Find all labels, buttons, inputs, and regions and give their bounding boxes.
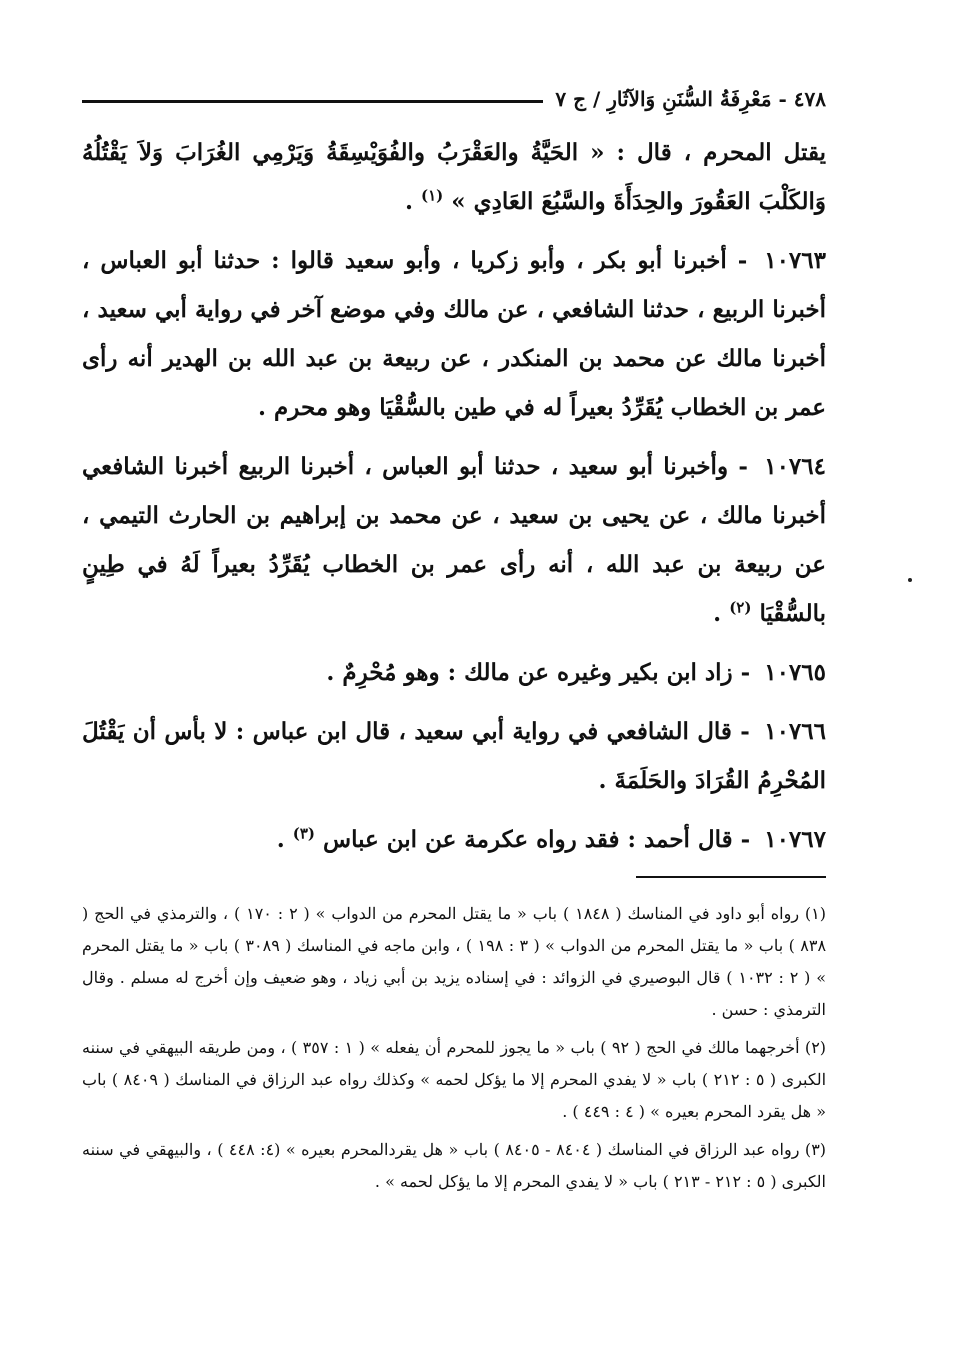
paragraph-10765 bbox=[82, 648, 826, 697]
hadith-number: ١٠٧٦٧ bbox=[764, 826, 826, 853]
paragraph-text: - أخبرنا أبو بكر ، وأبو زكريا ، وأبو سعيد قالوا : حدثنا أبو العباس ، أخبرنا الربيع ، حدثنا الشافعي ، عن مالك وفي موضع آخر في رواية أبي سعيد ، أخبرنا مالك عن محمد بن المنكدر ، عن ربيعة بن عبد الله بن الهدير أنه رأى عمر بن الخطاب يُقَرِّدُ بعيراً له في طين بالسُّقْيَا وهو محرم . bbox=[82, 247, 826, 421]
paragraph-text: - وأخبرنا أبو سعيد ، حدثنا أبو العباس ، أخبرنا الربيع أخبرنا الشافعي أخبرنا مالك ، عن يحيى بن سعيد ، عن محمد بن إبراهيم بن الحارث التيمي ، عن ربيعة بن عبد الله ، أنه رأى عمر بن الخطاب يُقَرِّدُ بعيراً لَهُ في طِينٍ بالسُّقْيَا bbox=[82, 453, 826, 627]
hadith-number: ١٠٧٦٥ bbox=[764, 659, 826, 686]
paragraph-text: - قال الشافعي في رواية أبي سعيد ، قال ابن عباس : لا بأس أن يَقْتُلَ المُحْرِمُ القُرَادَ والحَلَمَةَ . bbox=[82, 718, 826, 794]
paragraph-text: - قال أحمد : فقد رواه عكرمة عن ابن عباس bbox=[315, 826, 759, 853]
footnote-ref: (٢) bbox=[729, 598, 752, 617]
paragraph-end: . bbox=[404, 188, 421, 215]
main-text bbox=[82, 128, 826, 874]
hadith-number: ١٠٧٦٣ bbox=[764, 247, 826, 274]
paragraph-10763 bbox=[82, 236, 826, 432]
stray-mark bbox=[908, 578, 912, 582]
footnote-ref: (٣) bbox=[292, 824, 315, 843]
paragraph-end: . bbox=[276, 826, 293, 853]
hadith-number: ١٠٧٦٤ bbox=[764, 453, 826, 480]
paragraph-end: . bbox=[713, 600, 730, 627]
paragraph-10767 bbox=[82, 815, 826, 864]
footnotes bbox=[82, 898, 826, 1204]
footnote-ref: (١) bbox=[420, 186, 444, 205]
paragraph-text: - زاد ابن بكير وغيره عن مالك : وهو مُحْرِمٌ . bbox=[326, 659, 759, 686]
paragraph-10766 bbox=[82, 707, 826, 805]
footnote-2: (٢) أخرجهما مالك في الحج ( ٩٢ ) باب « ما يجوز للمحرم أن يفعله » ( ١ : ٣٥٧ ) ، ومن طريقه البيهقي في سننه الكبرى ( ٥ : ٢١٢ ) باب « لا يفدي المحرم إلا ما يؤكل لحمه » وكذلك رواه عبد الرزاق في المناسك ( ٨٤٠٩ ) باب « هل يقرد المحرم بعيره » ( ٤ : ٤٤٩ ) . bbox=[82, 1038, 827, 1121]
footnote-1: (١) رواه أبو داود في المناسك ( ١٨٤٨ ) باب « ما يقتل المحرم من الدواب » ( ٢ : ١٧٠ ) ، والترمذي في الحج ( ٨٣٨ ) باب « ما يقتل المحرم من الدواب » ( ٣ : ١٩٨ ) ، وابن ماجه في المناسك ( ٣٠٨٩ ) باب « ما يقتل المحرم » ( ٢ : ١٠٣٢ ) قال البوصيري في الزوائد : في إسناده يزيد بن أبي زياد ، وهو ضعيف وإن أخرج له مسلم . وقال الترمذي : حسن . bbox=[82, 904, 827, 1019]
footnote-rule bbox=[636, 876, 826, 878]
paragraph-text: يقتل المحرم ، قال : « الحَيَّةُ والعَقْرَبُ والفُوَيْسِقَةُ وَيَرْمِي الغُرَابَ وَلاَ يَقْتُلُهُ وَالكَلْبَ العَقُورَ والحِدَأَةَ والسَّبُعَ العَادِي » bbox=[82, 139, 826, 215]
running-head: ٤٧٨ - مَعْرِفَةُ السُّنَنِ وَالآثَارِ / ج ٧ bbox=[555, 87, 826, 111]
footnote-3: (٣) رواه عبد الرزاق في المناسك ( ٨٤٠٤ - ٨٤٠٥ ) باب « هل يقردالمحرم بعيره » (٤: ٤٤٨ ) ، والبيهقي في سننه الكبرى ( ٥ : ٢١٢ - ٢١٣ ) باب « لا يفدي المحرم إلا ما يؤكل لحمه » . bbox=[82, 1140, 827, 1191]
hadith-number: ١٠٧٦٦ bbox=[764, 718, 826, 745]
paragraph-10764 bbox=[82, 442, 826, 638]
paragraph-continuation bbox=[82, 128, 826, 226]
page-header bbox=[82, 82, 826, 116]
header-rule bbox=[82, 100, 543, 103]
